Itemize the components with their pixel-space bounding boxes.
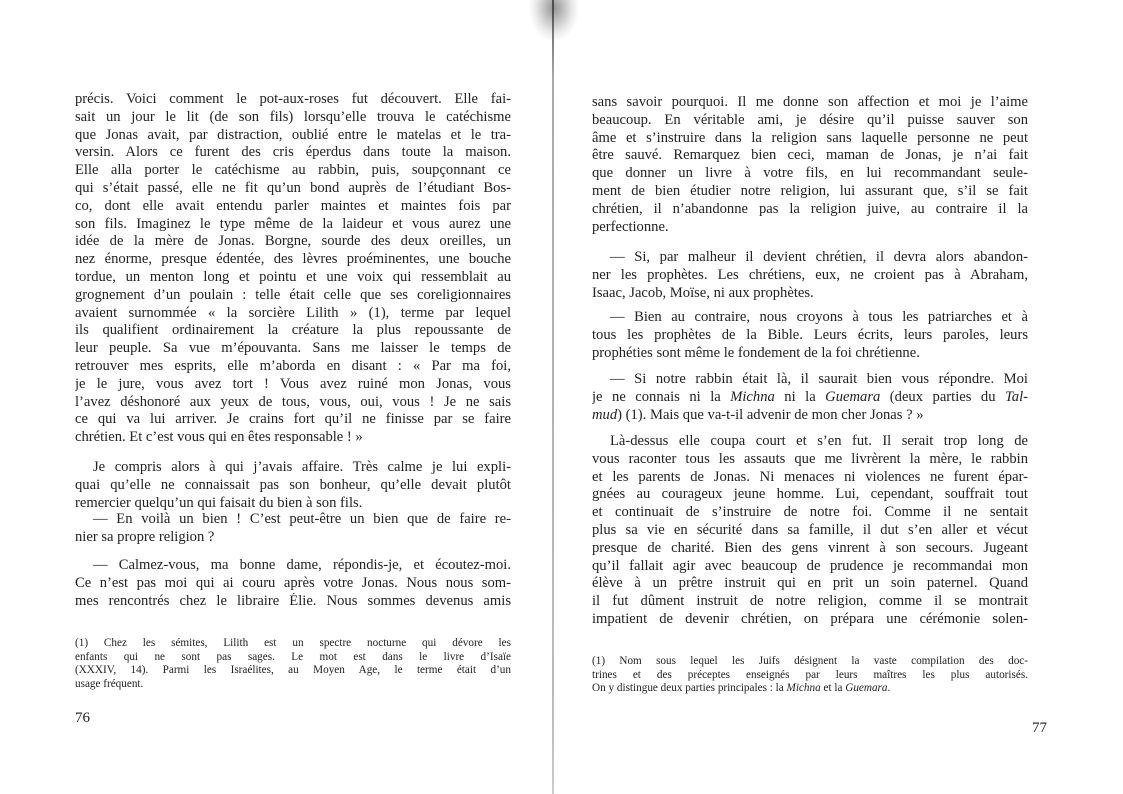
text-line: ment de bien étudier notre religion, lui assurant que, s’il se fait	[592, 182, 1028, 199]
text-line: chrétien, il n’abandonne pas la religion juive, au contraire il la	[592, 200, 1028, 217]
paragraph	[592, 309, 1028, 362]
footnote	[592, 655, 1028, 696]
paragraph	[75, 459, 511, 512]
text-line: enfants qui ne sont pas sages. Le mot est dans le livre d’Isaïe	[75, 650, 511, 663]
text-line: (1) Nom sous lequel les Juifs désignent la vaste compilation des doc-	[592, 655, 1028, 667]
text-line: ner les prophètes. Les chrétiens, eux, ne croient pas à Abraham,	[592, 266, 1028, 283]
text-line: que donner un livre à votre fils, en lui recommandant seule-	[592, 165, 1028, 182]
text-segment: je ne connais ni la	[592, 388, 731, 405]
page-number: 76	[75, 710, 90, 726]
text-segment: et la	[820, 682, 846, 695]
text-line: presque de charité. Bien des gens vinrent à son secours. Jugeant	[592, 539, 1028, 556]
text-line: vous raconter tous les assauts que me livrèrent la mère, le rabbin	[592, 450, 1028, 467]
text-line: remercier quelqu’un qui faisait du bien à son fils.	[75, 494, 363, 511]
text-line	[592, 389, 1028, 407]
paragraph	[592, 433, 1028, 629]
paragraph	[75, 557, 511, 610]
text-line: Je compris alors à qui j’avais affaire. Très calme je lui expli-	[93, 459, 511, 475]
text-segment: .	[887, 682, 891, 695]
text-line: (1) Chez les sémites, Lilith est un spectre nocturne qui dévore les	[75, 637, 511, 649]
text-line: élève à un prêtre instruit qui en prit un soin paternel. Quand	[592, 575, 1028, 592]
text-line: qui s’était passé, elle ne fit qu’un bond auprès de l’étudiant Bos-	[75, 179, 511, 196]
text-line: retrouver mes esprits, elle m’aborda en disant : « Par ma foi,	[75, 357, 511, 374]
text-line: prophéties sont même le fondement de la foi chrétienne.	[592, 344, 920, 361]
text-line	[592, 407, 1028, 425]
text-line: — Calmez-vous, ma bonne dame, répondis-je, et écoutez-moi.	[93, 557, 511, 573]
footnote	[75, 637, 511, 691]
text-line: et continuait de s’instruire de notre foi. Comme il ne sentait	[592, 504, 1028, 521]
text-line: tordue, un menton long et pointu et une voix qui ressemblait au	[75, 268, 511, 285]
text-line: avaient surnommée « la sorcière Lilith » (1), terme par lequel	[75, 304, 511, 321]
paragraph	[592, 94, 1028, 236]
text-line: Elle alla porter le catéchisme au rabbin, puis, soupçonnant ce	[75, 162, 511, 179]
italic-text: mud	[592, 406, 618, 423]
paragraph	[592, 371, 1028, 424]
text-segment: ) (1). Mais que va-t-il advenir de mon cher Jonas ? »	[617, 406, 924, 423]
paragraph	[75, 511, 511, 547]
paragraph	[75, 91, 511, 447]
text-line: plus sa vie en sécurité dans sa famille, il dut s’en aller et vécut	[592, 521, 1028, 538]
text-line: qu’il fallait agir avec beaucoup de prudence je recommandai mon	[592, 557, 1028, 574]
italic-text: Michna	[786, 682, 821, 695]
text-line: que Jonas avait, par distraction, oublié entre le matelas et le tra-	[75, 126, 511, 143]
text-line: et les parents de Jonas. Ni menaces ni violences ne furent épar-	[592, 468, 1028, 485]
text-line: versin. Alors ce furent des cris éperdus dans toute la maison.	[75, 144, 511, 161]
text-line: je le jure, vous avez tort ! Vous avez ruiné mon Jonas, vous	[75, 375, 511, 392]
paragraph	[592, 249, 1028, 302]
text-line: chrétien. Et c’est vous qui en êtes responsable ! »	[75, 429, 363, 446]
text-line	[592, 682, 1028, 696]
text-line: âme et s’instruire dans la religion sans laquelle personne ne peut	[592, 129, 1028, 146]
text-line: Isaac, Jacob, Moïse, ni aux prophètes.	[592, 284, 814, 301]
text-line: sait un jour le lit (de son fils) lorsqu’elle trouva le catéchisme	[75, 108, 511, 125]
text-segment: ni la	[774, 388, 826, 405]
text-line: idée de la mère de Jonas. Borgne, sourde des deux oreilles, un	[75, 233, 511, 250]
text-line: leur peuple. Sa vue m’épouvanta. Sans me laisser le temps de	[75, 340, 511, 357]
text-line: gnées au courageux jeune homme. Lui, cependant, souffrait tout	[592, 486, 1028, 503]
text-line: Ce n’est pas moi qui ai couru après votre Jonas. Nous nous som-	[75, 574, 511, 591]
text-segment: On y distingue deux parties principales : la	[592, 682, 787, 695]
text-line: l’avez déshonoré aux yeux de tous, vous, oui, vous ! Je ne sais	[75, 393, 511, 410]
text-line: ils qualifient ordinairement la créature la plus repoussante de	[75, 322, 511, 339]
text-line: quai qu’elle ne connaissait pas son bonheur, qu’elle devait plutôt	[75, 476, 511, 493]
text-line: nez énorme, presque édentée, des lèvres proéminentes, une bouche	[75, 251, 511, 268]
text-line: tous les prophètes de la Bible. Leurs écrits, leurs paroles, leurs	[592, 326, 1028, 343]
text-line: perfectionne.	[592, 218, 669, 235]
right-page: 77 sans savoir pourquoi. Il me donne son affection et moi je l’aime beaucoup. En véritable ami, je désire qu’il puisse sauver son âme et s’instruire dans la religion sans laquelle personne ne peut être sauvé. Remarquez bien ceci, maman de Jonas, je n’ai fait que donner un livre à votre fils, en lui recommandant seule- ment de bien étudier notre religion, lui assurant que, s’il se fait chrétien, il n’abandonne pas la religion juive, au contraire il la perfectionne. — Si, par malheur il devient chrétien, il devra alors abandon- ner les prophètes. Les chrétiens, eux, ne croient pas à Abraham, Isaac, Jacob, Moïse, ni aux prophètes. — Bien au contraire, nous croyons à tous les patriarches et à tous les prophètes de la Bible. Leurs écrits, leurs paroles, leurs prophéties sont même le fondement de la foi chrétienne. — Si notre rabbin était là, il saurait bien vous répondre. Moi je ne connais ni la Michna ni la Guemara (deux parties du Tal- mud) (1). Mais que va-t-il advenir de mon cher Jonas ? » Là-dessus elle coupa court et s’en fut. Il serait trop long de vous raconter tous les assauts que me livrèrent la mère, le rabbin et les parents de Jonas. Ni menaces ni violences ne furent épar- gnées au courageux jeune homme. Lui, cependant, souffrait tout et continuait de s’instruire de notre foi. Comme il ne sentait plus sa vie en sécurité dans sa famille, il dut s’en aller et vécut presque de charité. Bien des gens vinrent à son secours. Jugeant qu’il fallait agir avec beaucoup de prudence je recommandai mon élève à un prêtre instruit qui en prit un soin paternel. Quand il fut dûment instruit de notre religion, comme il se montrait impatient de devenir chrétien, on prépara une cérémonie solen- (1) Nom sous lequel les Juifs désignent la vaste compilation des doc- trines et des préceptes enseignés par leurs maîtres les plus autorisés. On y distingue deux parties principales : la Michna et la Guemara.	[592, 94, 1047, 736]
text-line: nier sa propre religion ?	[75, 528, 215, 545]
left-page	[0, 0, 553, 794]
text-line: — Si, par malheur il devient chrétien, il devra alors abandon-	[610, 249, 1028, 265]
text-line: usage fréquent.	[75, 677, 144, 690]
text-line: impatient de devenir chrétien, on prépara une cérémonie solen-	[592, 610, 1028, 627]
text-line: — Bien au contraire, nous croyons à tous les patriarches et à	[610, 309, 1028, 325]
text-line: il fut dûment instruit de notre religion, comme il se montrait	[592, 593, 1028, 610]
text-line: (XXXIV, 14). Parmi les Israélites, au Moyen Age, le terme était d’un	[75, 664, 511, 677]
text-segment: (deux parties du	[880, 388, 1005, 405]
text-line: précis. Voici comment le pot-aux-roses fut découvert. Elle fai-	[75, 91, 511, 107]
italic-text: Tal-	[1005, 388, 1028, 405]
text-line: — Si notre rabbin était là, il saurait bien vous répondre. Moi	[610, 371, 1028, 387]
text-line: sans savoir pourquoi. Il me donne son affection et moi je l’aime	[592, 94, 1028, 110]
text-line: co, dont elle avait entendu parler maintes et maintes fois par	[75, 197, 511, 214]
text-line: — En voilà un bien ! C’est peut-être un bien que de faire re-	[93, 511, 511, 527]
text-line: grognement d’un poulain : telle était celle que ses coreligionnaires	[75, 286, 511, 303]
italic-text: Guemara	[845, 682, 888, 695]
text-line: beaucoup. En véritable ami, je désire qu’il puisse sauver son	[592, 111, 1028, 128]
text-line: trines et des préceptes enseignés par leurs maîtres les plus autorisés.	[592, 668, 1028, 681]
text-line: être sauvé. Remarquez bien ceci, maman de Jonas, je n’ai fait	[592, 147, 1028, 164]
text-line: ce qui va lui arriver. Je crains fort qu’il ne finisse par se faire	[75, 411, 511, 428]
text-line: son fils. Imaginez le type même de la laideur et vous aurez une	[75, 215, 511, 232]
text-line: mes rencontrés chez le libraire Élie. Nous sommes devenus amis	[75, 592, 511, 609]
text-line: Là-dessus elle coupa court et s’en fut. Il serait trop long de	[610, 433, 1028, 449]
italic-text: Michna	[730, 388, 775, 405]
italic-text: Guemara	[825, 388, 881, 405]
